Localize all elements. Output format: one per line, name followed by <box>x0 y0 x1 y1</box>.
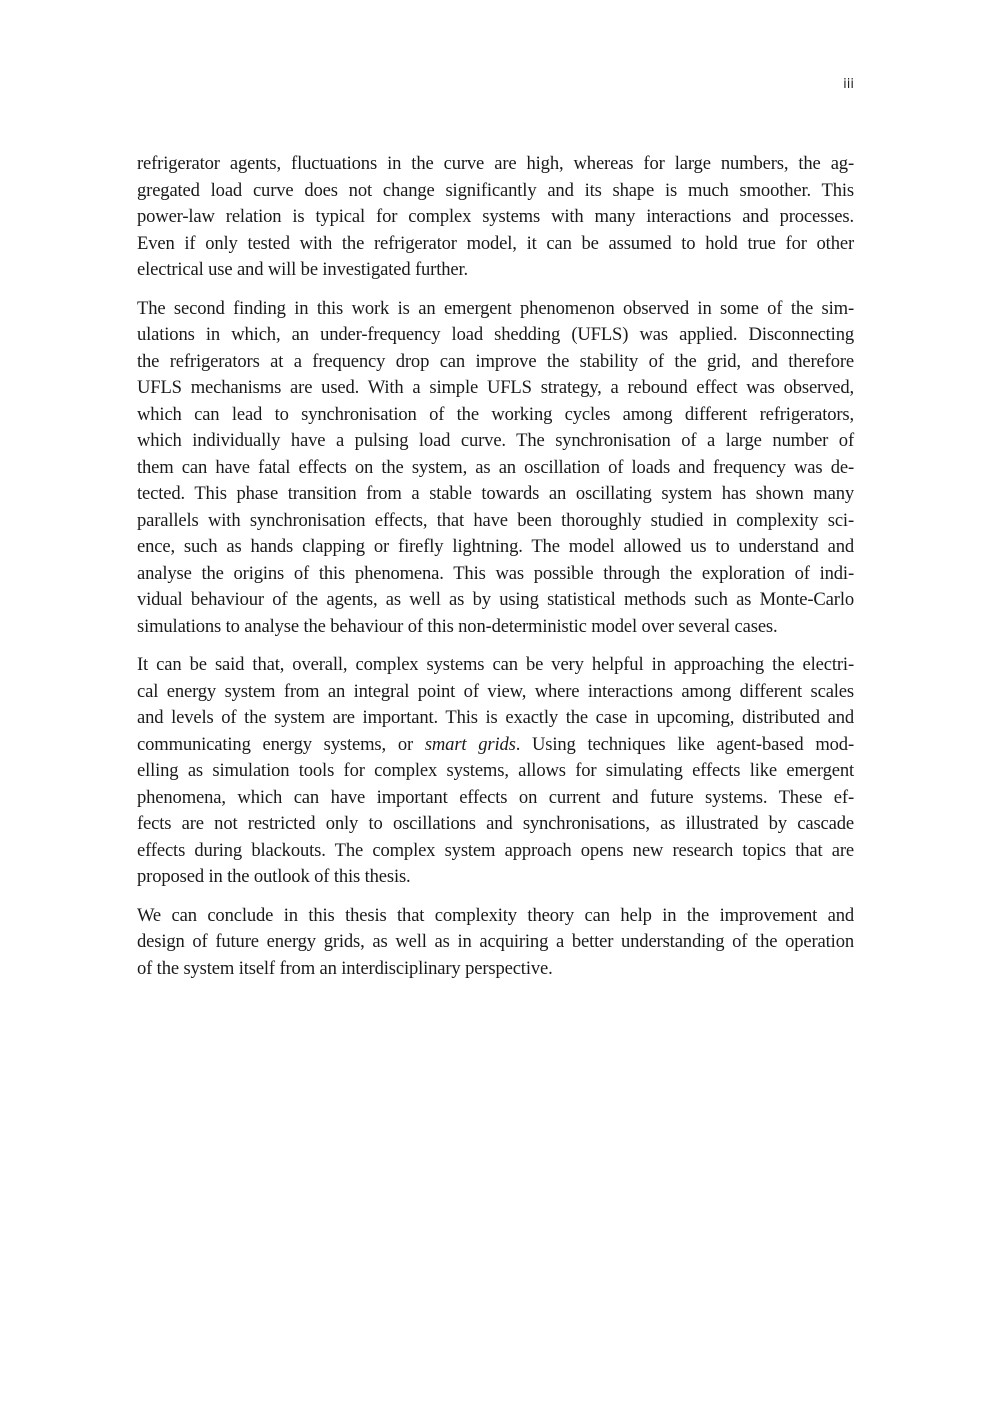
text-line: ulations in which, an under-frequency load shedding (UFLS) was applied. Disconnecting <box>137 324 854 345</box>
text-line: cal energy system from an integral point of view, where interactions among different scales <box>137 680 854 702</box>
text-line: effects during blackouts. The complex system approach opens new research topics that are <box>137 839 854 861</box>
text-line: and levels of the system are important. This is exactly the case in upcoming, distributed and <box>137 707 854 728</box>
text-line-with-emphasis <box>137 732 854 759</box>
text-line: fects are not restricted only to oscillations and synchronisations, as illustrated by cascade <box>137 813 854 834</box>
page-number: iii <box>843 77 854 92</box>
text-line: tected. This phase transition from a stable towards an oscillating system has shown many <box>137 483 854 504</box>
text-line: the refrigerators at a frequency drop can improve the stability of the grid, and therefore <box>137 350 854 372</box>
text-line: UFLS mechanisms are used. With a simple UFLS strategy, a rebound effect was observed, <box>137 377 854 398</box>
text-line: design of future energy grids, as well as in acquiring a better understanding of the operation <box>137 931 854 952</box>
text-line: elling as simulation tools for complex systems, allows for simulating effects like emergent <box>137 760 854 781</box>
text-line: which individually have a pulsing load curve. The synchronisation of a large number of <box>137 430 854 451</box>
text-line: of the system itself from an interdisciplinary perspective. <box>137 957 553 979</box>
paragraph-power-law <box>137 151 854 284</box>
text-line: analyse the origins of this phenomena. This was possible through the exploration of indi- <box>137 562 854 584</box>
text-line: phenomena, which can have important effects on current and future systems. These ef- <box>137 786 854 808</box>
text-line: which can lead to synchronisation of the working cycles among different refrigerators, <box>137 403 854 425</box>
paragraph-conclusion <box>137 903 854 983</box>
text-line: Even if only tested with the refrigerator model, it can be assumed to hold true for other <box>137 232 854 254</box>
text-segment: communicating energy systems, or <box>137 733 425 755</box>
text-line: refrigerator agents, fluctuations in the curve are high, whereas for large numbers, the ag- <box>137 153 854 174</box>
text-segment: . Using techniques like agent-based mod- <box>515 733 854 755</box>
paragraph-second-finding <box>137 296 854 641</box>
text-line: them can have fatal effects on the system, as an oscillation of loads and frequency was de- <box>137 456 854 478</box>
text-line: ence, such as hands clapping or firefly lightning. The model allowed us to understand and <box>137 536 854 557</box>
text-line: simulations to analyse the behaviour of this non-deterministic model over several cases. <box>137 615 778 637</box>
text-line: gregated load curve does not change significantly and its shape is much smoother. This <box>137 179 854 201</box>
paragraph-complex-systems <box>137 652 854 891</box>
text-line: We can conclude in this thesis that complexity theory can help in the improvement and <box>137 904 854 926</box>
text-line: parallels with synchronisation effects, that have been thoroughly studied in complexity sci- <box>137 509 854 531</box>
body-text <box>137 151 854 994</box>
text-line: power-law relation is typical for complex systems with many interactions and processes. <box>137 206 854 227</box>
emphasis-smart-grids: smart grids <box>424 733 516 755</box>
text-line: The second finding in this work is an emergent phenomenon observed in some of the sim- <box>137 297 854 319</box>
text-line: proposed in the outlook of this thesis. <box>137 866 411 887</box>
text-line: It can be said that, overall, complex systems can be very helpful in approaching the electri- <box>137 654 854 675</box>
text-line: electrical use and will be investigated further. <box>137 259 468 280</box>
text-line: vidual behaviour of the agents, as well as by using statistical methods such as Monte-Carlo <box>137 589 854 610</box>
